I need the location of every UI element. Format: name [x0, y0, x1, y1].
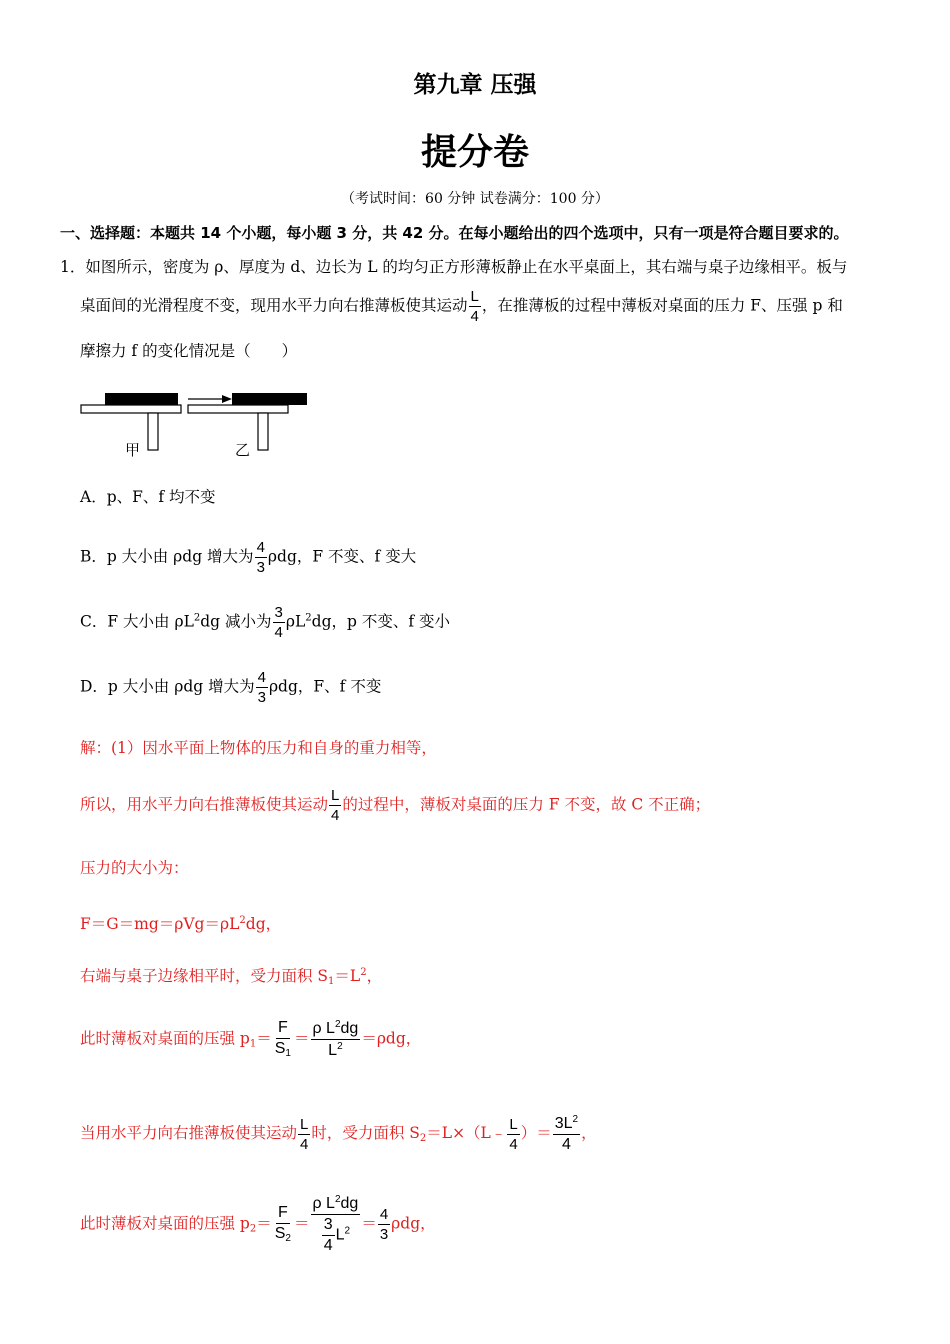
solution-line-7: 当用水平力向右推薄板使其运动 $\frac{L}{4}$ 时，受力面积 $S_2=L\times(L﹣$ $\frac{L}{4}$ ）＝ $\frac{3L^2}{4}$ ，	[80, 1114, 597, 1153]
table-leg-a	[148, 413, 158, 450]
solution-line-8: 此时薄板对桌面的压强 $p_2=$ $\frac{F}{S_2}$ ＝ ρ $L^2dg$ $\frac{3}{4}$ $L^2$ ＝ $\frac{4}{3}$ ρdg，	[80, 1194, 436, 1254]
option-c[interactable]: C．F 大小由 $\rho L^2dg$ 减小为 $\frac{3}{4}$ $\rho L^2dg$，p 不变、f 变小	[80, 604, 451, 641]
figure-label-a: 甲	[125, 441, 141, 459]
table-leg-b	[258, 413, 268, 450]
option-b[interactable]: B．p 大小由 ρdg 增大为 $\frac{4}{3}$ ρdg，F 不变、f 变大	[80, 539, 417, 576]
solution-line-2: 所以，用水平力向右推薄板使其运动 $\frac{L}{4}$ 的过程中，薄板对桌面的压力 F 不变，故 C 不正确；	[80, 787, 711, 824]
chapter-title: 第九章 压强	[413, 72, 537, 98]
question-line-2: 桌面间的光滑程度不变，现用水平力向右推薄板使其运动 $\frac{L}{4}$ ，在推薄板的过程中薄板对桌面的压力 F、压强 p 和	[80, 288, 843, 325]
solution-line-3: 压力的大小为：	[80, 859, 189, 877]
table-top-b	[188, 405, 288, 413]
question-line-3: 摩擦力 f 的变化情况是（ ）	[80, 342, 298, 360]
page-title: 提分卷	[420, 132, 529, 173]
figure-label-b: 乙	[235, 441, 251, 459]
section-heading: 一、选择题：本题共 14 个小题，每小题 3 分，共 42 分。在每小题给出的四个选项中，只有一项是符合题目要求的。	[60, 224, 849, 242]
table-top-a	[81, 405, 181, 413]
solution-line-6: 此时薄板对桌面的压强 $p_1=$ $\frac{F}{S_1}$ ＝ $\frac{\rho L^2dg}{L^2}$ ＝ρdg，	[80, 1019, 422, 1059]
solution-line-4: $F=G=mg=\rho Vg=\rho L^2dg$，	[80, 915, 282, 933]
option-a[interactable]: A．p、F、f 均不变	[80, 488, 216, 506]
push-arrowhead	[222, 395, 232, 403]
plate-b	[232, 393, 307, 405]
question-figure	[80, 388, 320, 460]
plate-a	[105, 393, 178, 405]
question-line-1: 1．如图所示，密度为 ρ、厚度为 d、边长为 L 的均匀正方形薄板静止在水平桌面上，其右端与桌子边缘相平。板与	[60, 258, 848, 276]
option-d[interactable]: D．p 大小由 ρdg 增大为 $\frac{4}{3}$ ρdg，F、f 不变	[80, 669, 382, 706]
exam-info: （考试时间：60 分钟 试卷满分：100 分）	[341, 191, 609, 207]
question-number: 1．	[60, 258, 86, 276]
solution-line-5: 右端与桌子边缘相平时，受力面积 $S_1=L^2$，	[80, 967, 383, 987]
fraction-l-over-4: $\frac{L}{4}$	[470, 288, 479, 325]
solution-line-1: 解：(1）因水平面上物体的压力和自身的重力相等，	[80, 739, 437, 757]
